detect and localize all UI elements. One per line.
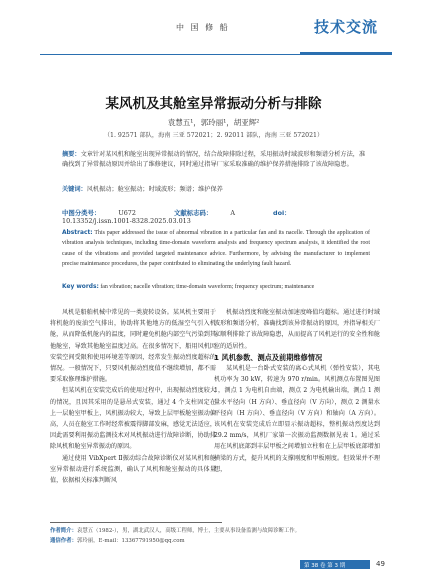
- abstract-cn: [62, 150, 370, 170]
- doc-label: 文献标志码：: [173, 209, 213, 217]
- clc-label: 中图分类号：: [62, 209, 101, 217]
- page-header: [0, 0, 427, 56]
- doi-value[interactable]: 10.13352/j.issn.1001-8328.2025.03.013: [62, 217, 191, 225]
- footnote-contact: [50, 536, 390, 544]
- body-paragraph: 机振动烈度和舱室振动加速度峰值均超标。通过进行时域波形和频谱分析，准确找到该异常振动的原因，并指导相关厂家顺利排除了该故障隐患，从而提高了风机运行的安全性和舱室的适居性。: [214, 309, 380, 350]
- body-paragraph: 某风机是一台卧式安装的离心式风机（弹性安装），其电机功率为 30 kW，转速为 970 r/min。风机测点布置图见图 1，测点 1 为电机自由端，测点 2 为电机输出端，测点 1 测量水平径向（H 方向）、垂直径向（V 方向），测点 2 测量水平径向（H 方向）、垂直径向（V 方向）和轴向（A 方向）。该风机在安装完成后立即显示振动超标，整机振动烈度达到 29.2 mm/s，风机厂家第一次振动监测数据见表 1。通过采用在风机底部到丰层甲板之间增加立柱和在上层甲板底部增加横梁的方式，提升风机的支撑刚度和甲板刚度。但效果并不理想，: [214, 365, 380, 473]
- article-affiliations: （1. 92571 部队，海南 三亚 572021；2. 92011 部队，海南 三亚 572021）: [103, 132, 324, 139]
- footnote-divider: [50, 522, 222, 523]
- clc-field: [62, 209, 154, 217]
- header-accent-bar: [300, 52, 392, 55]
- article-metadata: [62, 208, 370, 225]
- keywords-cn-text: 风机振动；舱室振动；时域波形；频谱；维护保养: [86, 186, 223, 193]
- footnote-author-label: 作者简介：: [50, 528, 77, 534]
- doc-value: A: [230, 209, 235, 217]
- body-paragraph: 通过使用 VibXpert Ⅱ振动综合故障诊断仪对某风机和舱室异常振动进行系统监测，确认了风机和舱室振动的具体量值，依据相关标准判断风: [50, 454, 216, 485]
- body-column-right: [214, 307, 380, 475]
- keywords-en-text: fan vibration; nacelle vibration; time-domain waveform; frequency spectrum; maintenance: [100, 284, 315, 290]
- body-column-left: [50, 307, 216, 486]
- abstract-en-text: This paper addressed the issue of abnormal vibration in a particular fan and its nacelle. Through the application of vibration analysis techniques, including time-domain waveform analysis and frequency spectrum analysis, it identified the root cause of the vibrations and provided targeted maintenance advice. Furthermore, by advising the manufacturer to implement precise maintenance procedures, the paper contributed to eliminating the underlying fault hazard.: [62, 230, 370, 267]
- body-paragraph: 但某风机在安装完成后的使用过程中，出现振动烈度较大的情况，且因其采用的是悬吊式安装，通过 4 个支柱固定在上一层舱室甲板上，风机振动较大，导致上层甲板舱室振动偏高，人员在舱室工作时经常被震得脚部发麻，感觉无法适应，因此需要利用振动监测技术对风机振动进行故障诊断，协助排除风机和舱室异常振动的原因。: [50, 387, 216, 451]
- keywords-en-label: Key words:: [62, 284, 99, 290]
- footnote-author-text: 袁慧五（1982-），男，湖北武汉人，高级工程师，博士，主要从事设备监测与故障诊断工作。: [76, 528, 301, 534]
- abstract-cn-text: 文章针对某风机和舱室出现异常振动的情况，结合故障排除过程，采用振动时域波形和频谱分析方法，准确找到了异常振动原因并给出了维修建议，同时通过指导厂家采取准确的维护保养措施排除了该故障隐患。: [62, 151, 366, 168]
- page-issue: 第 38 卷 第 3 期: [304, 563, 346, 569]
- abstract-cn-label: 摘要：: [62, 151, 81, 158]
- doc-field: [174, 209, 253, 217]
- footnote-contact-label: 通信作者：: [50, 538, 77, 544]
- page-number: 49: [376, 560, 385, 568]
- journal-name: 中 国 修 船: [176, 23, 230, 32]
- section-tag: 技术交流: [314, 18, 379, 36]
- clc-value: U672: [118, 209, 136, 217]
- section-heading: 1 风机参数、测点及前期维修情况: [214, 352, 323, 362]
- abstract-en: [62, 228, 370, 269]
- keywords-en: [62, 284, 370, 290]
- keywords-cn: [62, 184, 370, 193]
- article-authors: 袁慧五¹，郭玲丽¹，胡亚辉²: [167, 118, 260, 127]
- abstract-en-label: Abstract:: [62, 230, 93, 236]
- keywords-cn-label: 关键词：: [62, 186, 87, 193]
- article-title: 某风机及其舱室异常振动分析与排除: [105, 96, 322, 112]
- doi-label: doi：: [273, 209, 291, 217]
- body-paragraph: 风机是船舶机械中常见的一类旋转设备。某风机主要用于将机舱的废油空气排出，协助将其他地方的低湿空气引入机舱，从而降低机舱内的温度，同时避免机舱内部空气污染到其他舱室，导致其他舱室温度过高。在很多情况下，船用风机因安装空间受限和使用环境差等原因，经常发生振动烈度超标的情况。一般情况下，只要风机振动烈度值不继续增加，都不需要采取修理维护措施。: [50, 309, 216, 384]
- footnote-contact-text[interactable]: 郭玲丽，E-mail：13367791950@qq.com: [76, 538, 185, 544]
- footnote-author: [50, 526, 390, 534]
